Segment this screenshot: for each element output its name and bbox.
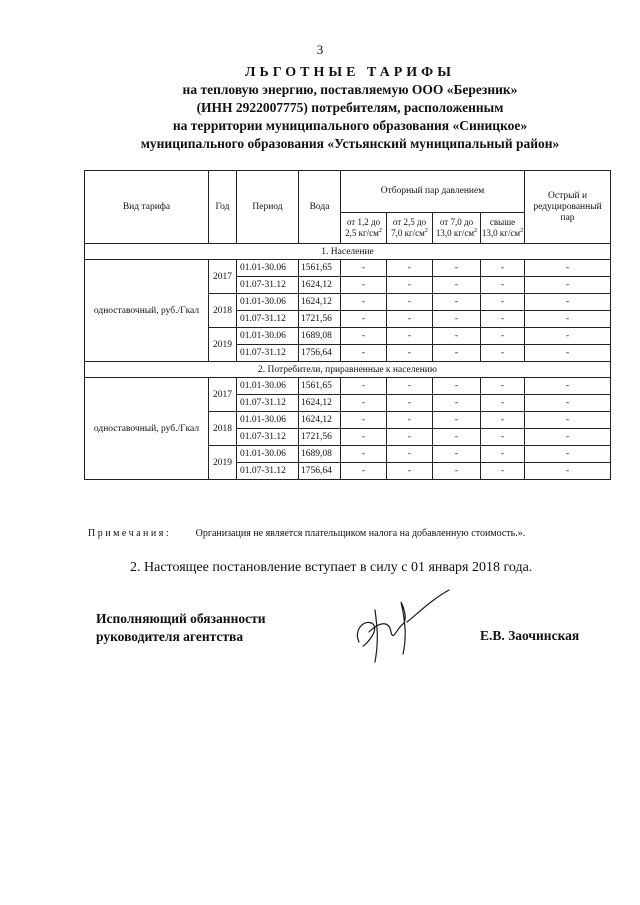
header-steam-group: Отборный пар давлением	[341, 171, 525, 213]
notes	[88, 528, 628, 539]
empty-tariff-cell: -	[433, 345, 481, 362]
empty-tariff-cell: -	[433, 446, 481, 463]
period-cell: 01.01-30.06	[237, 260, 299, 277]
water-tariff-cell: 1624,12	[299, 294, 341, 311]
signer-name: Е.В. Заочинская	[480, 628, 580, 643]
empty-tariff-cell: -	[433, 463, 481, 480]
empty-tariff-cell: -	[433, 429, 481, 446]
period-cell: 01.07-31.12	[237, 463, 299, 480]
empty-tariff-cell: -	[387, 294, 433, 311]
empty-tariff-cell: -	[341, 412, 387, 429]
empty-tariff-cell: -	[433, 260, 481, 277]
group-title-row	[85, 362, 611, 378]
header-steam-col-text: от 2,5 до 7,0 кг/см	[391, 217, 427, 238]
period-cell: 01.07-31.12	[237, 429, 299, 446]
page-number: 3	[316, 42, 324, 57]
year-cell: 2019	[209, 446, 237, 480]
empty-tariff-cell: -	[341, 429, 387, 446]
empty-tariff-cell: -	[525, 311, 611, 328]
empty-tariff-cell: -	[525, 412, 611, 429]
signer-role-line: руководителя агентства	[96, 629, 244, 644]
empty-tariff-cell: -	[525, 378, 611, 395]
empty-tariff-cell: -	[525, 328, 611, 345]
year-cell: 2019	[209, 328, 237, 362]
empty-tariff-cell: -	[481, 463, 525, 480]
empty-tariff-cell: -	[433, 294, 481, 311]
period-cell: 01.07-31.12	[237, 277, 299, 294]
water-tariff-cell: 1756,64	[299, 345, 341, 362]
empty-tariff-cell: -	[481, 260, 525, 277]
empty-tariff-cell: -	[341, 446, 387, 463]
empty-tariff-cell: -	[525, 260, 611, 277]
water-tariff-cell: 1689,08	[299, 446, 341, 463]
empty-tariff-cell: -	[433, 277, 481, 294]
empty-tariff-cell: -	[481, 378, 525, 395]
empty-tariff-cell: -	[341, 277, 387, 294]
water-tariff-cell: 1689,08	[299, 328, 341, 345]
empty-tariff-cell: -	[341, 395, 387, 412]
water-tariff-cell: 1624,12	[299, 412, 341, 429]
water-tariff-cell: 1721,56	[299, 311, 341, 328]
empty-tariff-cell: -	[387, 429, 433, 446]
empty-tariff-cell: -	[433, 395, 481, 412]
title-line: на тепловую энергию, поставляемую ООО «Березник»	[182, 82, 518, 97]
empty-tariff-cell: -	[433, 328, 481, 345]
water-tariff-cell: 1756,64	[299, 463, 341, 480]
water-tariff-cell: 1624,12	[299, 395, 341, 412]
title-line: муниципального образования «Устьянский муниципальный район»	[140, 136, 560, 151]
empty-tariff-cell: -	[341, 311, 387, 328]
empty-tariff-cell: -	[525, 463, 611, 480]
header-steam-col	[387, 213, 433, 244]
effective-date-paragraph: 2. Настоящее постановление вступает в силу с 01 января 2018 года.	[130, 560, 533, 575]
empty-tariff-cell: -	[525, 446, 611, 463]
header-steam-col	[433, 213, 481, 244]
handwritten-signature	[345, 580, 465, 670]
empty-tariff-cell: -	[387, 395, 433, 412]
empty-tariff-cell: -	[525, 429, 611, 446]
empty-tariff-cell: -	[341, 260, 387, 277]
empty-tariff-cell: -	[525, 294, 611, 311]
period-cell: 01.01-30.06	[237, 294, 299, 311]
water-tariff-cell: 1561,65	[299, 378, 341, 395]
group-title: 2. Потребители, приравненные к населению	[85, 362, 611, 378]
header-steam-col-text: свыше 13,0 кг/см	[481, 217, 521, 238]
empty-tariff-cell: -	[481, 412, 525, 429]
empty-tariff-cell: -	[481, 311, 525, 328]
empty-tariff-cell: -	[481, 446, 525, 463]
header-steam-col	[481, 213, 525, 244]
note-label: Примечания:	[88, 528, 172, 539]
table-row	[85, 260, 611, 277]
empty-tariff-cell: -	[525, 277, 611, 294]
empty-tariff-cell: -	[387, 463, 433, 480]
empty-tariff-cell: -	[341, 345, 387, 362]
title-line: (ИНН 2922007775) потребителям, расположенным	[196, 100, 504, 115]
table-row	[85, 378, 611, 395]
group-title: 1. Население	[85, 244, 611, 260]
header-sharp-steam: Острый и редуцированный пар	[525, 171, 611, 244]
header-steam-col	[341, 213, 387, 244]
empty-tariff-cell: -	[433, 378, 481, 395]
period-cell: 01.01-30.06	[237, 378, 299, 395]
empty-tariff-cell: -	[341, 328, 387, 345]
empty-tariff-cell: -	[525, 345, 611, 362]
period-cell: 01.01-30.06	[237, 446, 299, 463]
document-title: ЛЬГОТНЫЕ ТАРИФЫ	[245, 65, 455, 80]
water-tariff-cell: 1561,65	[299, 260, 341, 277]
header-steam-col-sup: 2	[474, 228, 478, 234]
empty-tariff-cell: -	[433, 311, 481, 328]
header-water: Вода	[299, 171, 341, 244]
tariffs-table	[84, 170, 611, 480]
period-cell: 01.07-31.12	[237, 345, 299, 362]
period-cell: 01.01-30.06	[237, 412, 299, 429]
period-cell: 01.07-31.12	[237, 311, 299, 328]
empty-tariff-cell: -	[341, 463, 387, 480]
header-year: Год	[209, 171, 237, 244]
header-period: Период	[237, 171, 299, 244]
title-line: на территории муниципального образования «Синицкое»	[172, 118, 528, 133]
empty-tariff-cell: -	[481, 328, 525, 345]
empty-tariff-cell: -	[481, 277, 525, 294]
empty-tariff-cell: -	[341, 294, 387, 311]
empty-tariff-cell: -	[387, 412, 433, 429]
empty-tariff-cell: -	[387, 311, 433, 328]
tariff-type-cell: одноставочный, руб./Гкал	[85, 260, 209, 362]
year-cell: 2017	[209, 378, 237, 412]
note-text: Организация не является плательщиком налога на добавленную стоимость.».	[195, 528, 526, 539]
empty-tariff-cell: -	[387, 277, 433, 294]
header-steam-col-text: от 7,0 до 13,0 кг/см	[435, 217, 475, 238]
signer-role-line: Исполняющий обязанности	[96, 611, 266, 626]
empty-tariff-cell: -	[341, 378, 387, 395]
year-cell: 2018	[209, 412, 237, 446]
water-tariff-cell: 1721,56	[299, 429, 341, 446]
period-cell: 01.07-31.12	[237, 395, 299, 412]
header-steam-col-sup: 2	[520, 228, 524, 234]
year-cell: 2017	[209, 260, 237, 294]
empty-tariff-cell: -	[387, 328, 433, 345]
header-tariff-type: Вид тарифа	[85, 171, 209, 244]
empty-tariff-cell: -	[481, 294, 525, 311]
empty-tariff-cell: -	[481, 395, 525, 412]
year-cell: 2018	[209, 294, 237, 328]
header-steam-col-sup: 2	[424, 228, 428, 234]
empty-tariff-cell: -	[525, 395, 611, 412]
header-steam-col-sup: 2	[378, 228, 382, 234]
tariff-type-cell: одноставочный, руб./Гкал	[85, 378, 209, 480]
empty-tariff-cell: -	[387, 378, 433, 395]
empty-tariff-cell: -	[387, 446, 433, 463]
water-tariff-cell: 1624,12	[299, 277, 341, 294]
empty-tariff-cell: -	[481, 429, 525, 446]
empty-tariff-cell: -	[433, 412, 481, 429]
signer-role	[96, 610, 266, 646]
empty-tariff-cell: -	[387, 345, 433, 362]
header-steam-col-text: от 1,2 до 2,5 кг/см	[345, 217, 381, 238]
period-cell: 01.01-30.06	[237, 328, 299, 345]
empty-tariff-cell: -	[387, 260, 433, 277]
empty-tariff-cell: -	[481, 345, 525, 362]
group-title-row	[85, 244, 611, 260]
title-block	[60, 64, 640, 153]
